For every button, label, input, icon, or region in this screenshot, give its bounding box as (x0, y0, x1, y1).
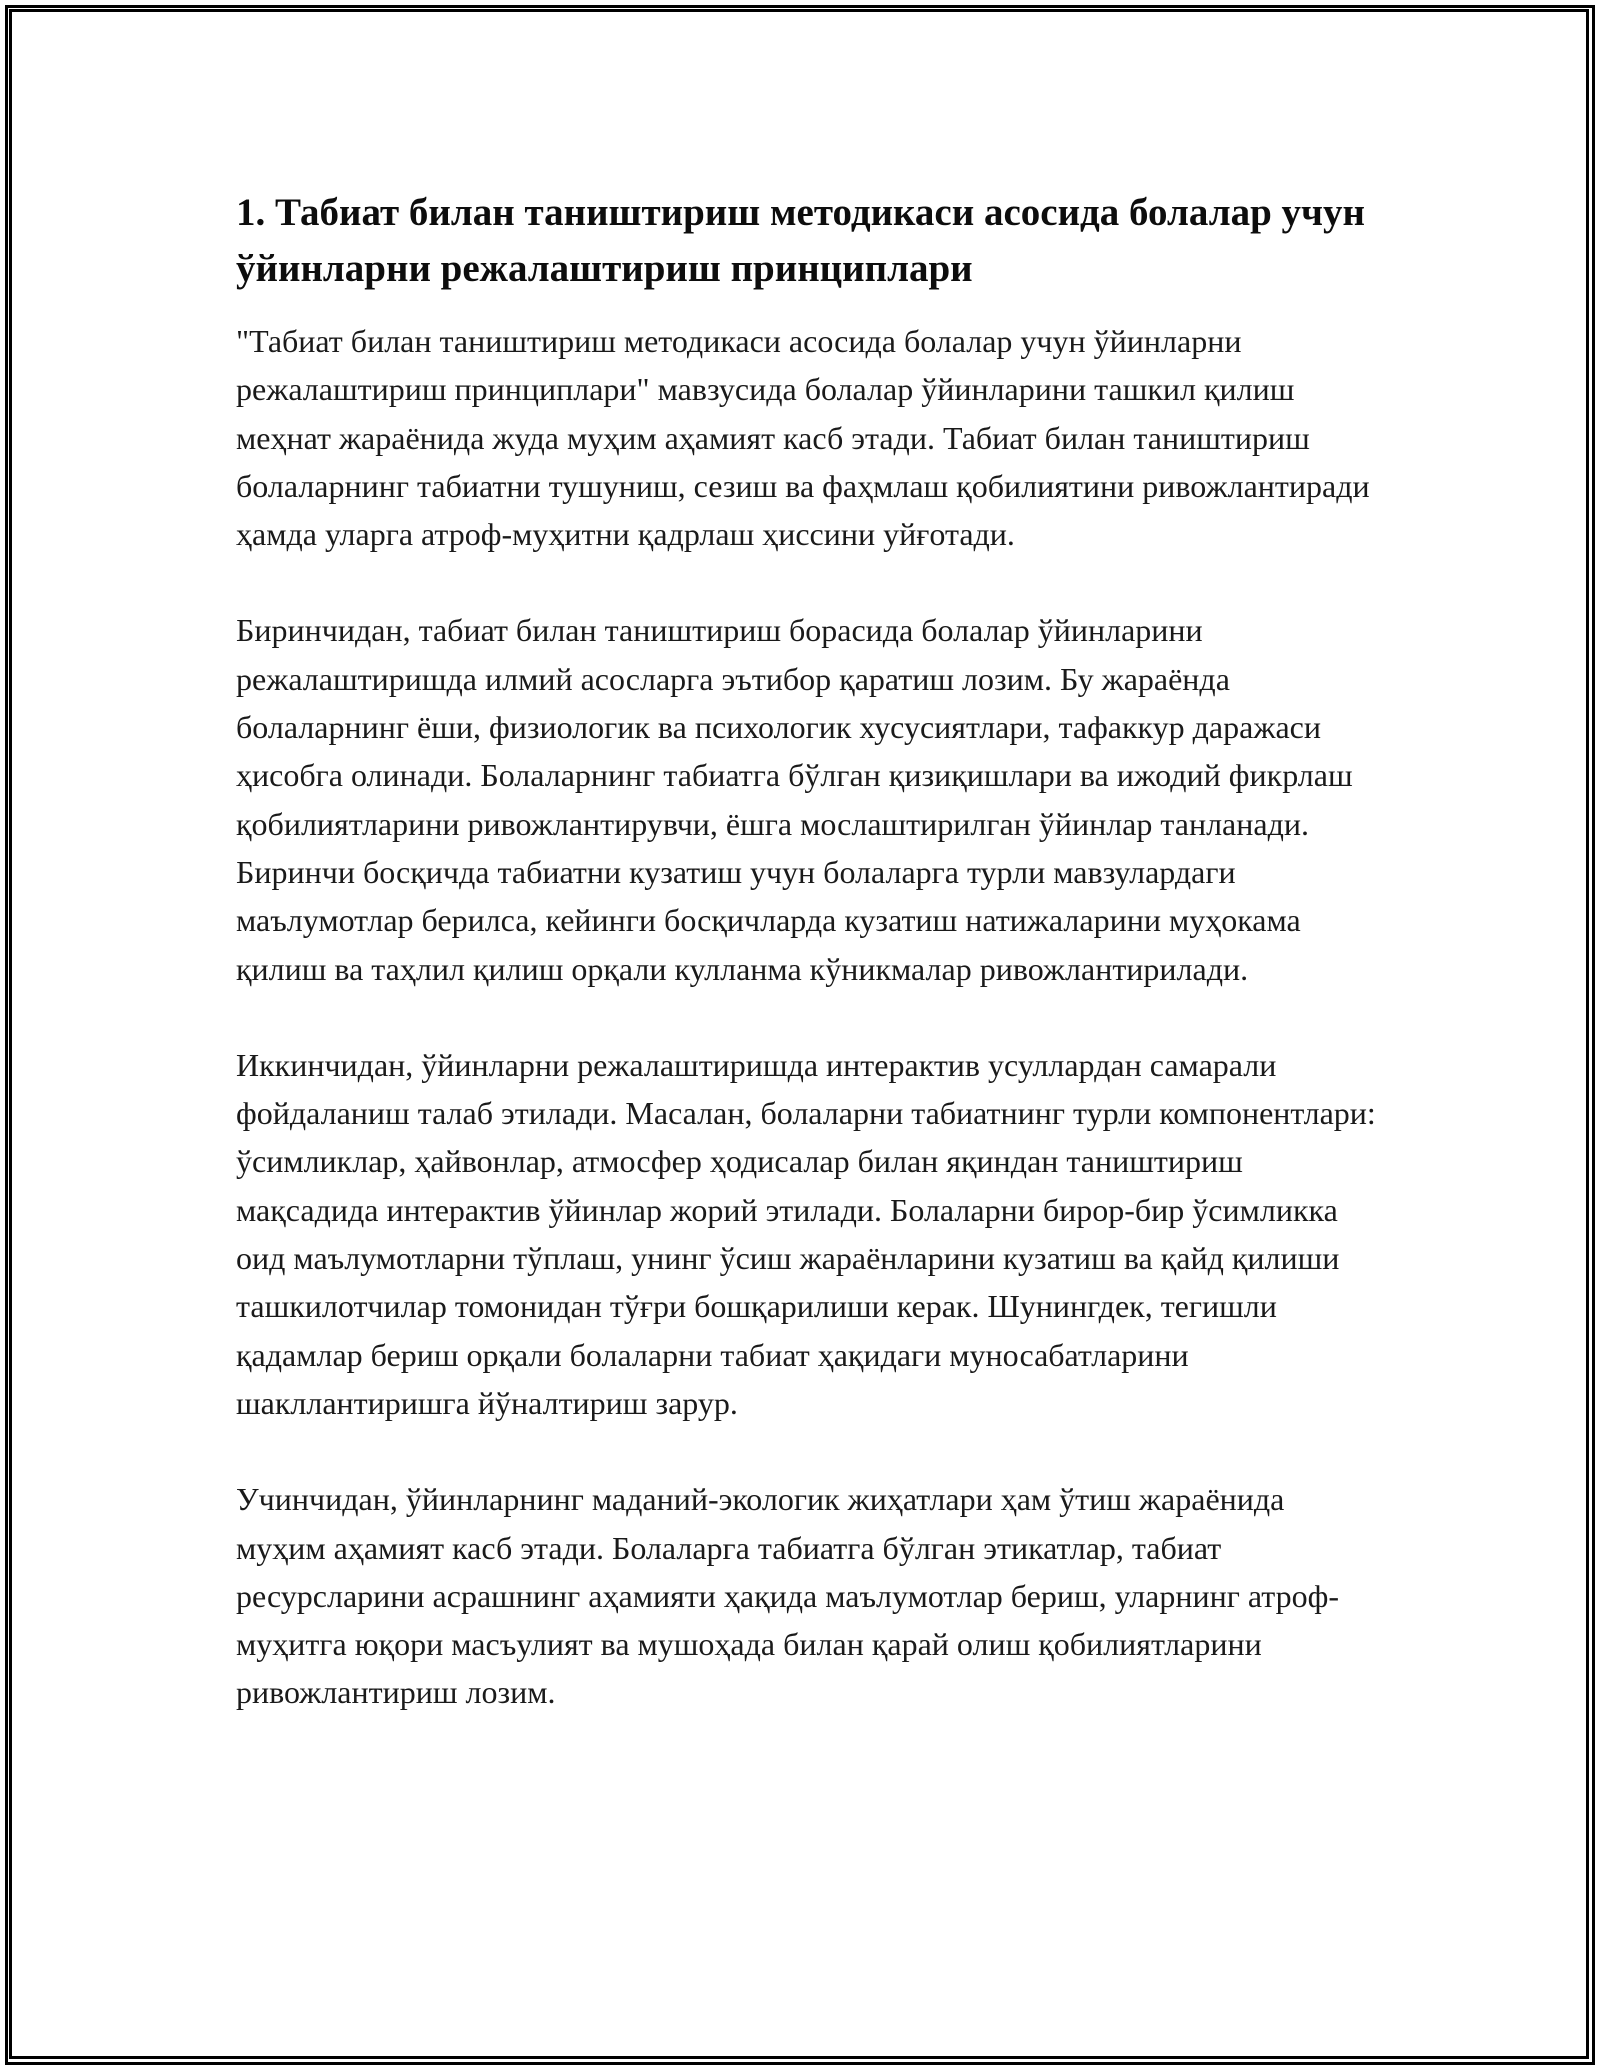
paragraph-first: Биринчидан, табиат билан таништириш борасида болалар ўйинларини режалаштиришда илмий асосларга эътибор қаратиш лозим. Бу жараёнда болаларнинг ёши, физиологик ва психологик хусусиятлари, тафаккур даражаси ҳисобга олинади. Болаларнинг табиатга бўлган қизиқишлари ва ижодий фикрлаш қобилиятларини ривожлантирувчи, ёшга мослаштирилган ўйинлар танланади. Биринчи босқичда табиатни кузатиш учун болаларга турли мавзулардаги маълумотлар берилса, кейинги босқичларда кузатиш натижаларини муҳокама қилиш ва таҳлил қилиш орқали кулланма кўникмалар ривожлантирилади. (236, 612, 1353, 987)
paragraph-third: Учинчидан, ўйинларнинг маданий-экологик жиҳатлари ҳам ўтиш жараёнида муҳим аҳамият касб этади. Болаларга табиатга бўлган этикатлар, табиат ресурсларини асрашнинг аҳамияти ҳақида маълумотлар бериш, уларнинг атроф-муҳитга юқори масъулият ва мушоҳада билан қарай олиш қобилиятларини ривожлантириш лозим. (236, 1481, 1339, 1711)
paragraph-second: Иккинчидан, ўйинларни режалаштиришда интерактив усуллардан самарали фойдаланиш талаб этилади. Масалан, болаларни табиатнинг турли компонентлари: ўсимликлар, ҳайвонлар, атмосфер ҳодисалар билан яқиндан таништириш мақсадида интерактив ўйинлар жорий этилади. Болаларни бирор-бир ўсимликка оид маълумотларни тўплаш, унинг ўсиш жараёнларини кузатиш ва қайд қилиши ташкилотчилар томонидан тўғри бошқарилиши керак. Шунингдек, тегишли қадамлар бериш орқали болаларни табиат ҳақидаги муносабатларини шакллантиришга йўналтириш зарур. (236, 1046, 1376, 1421)
paragraph-intro: "Табиат билан таништириш методикаси асосида болалар учун ўйинларни режалаштириш принциплари" мавзусида болалар ўйинларини ташкил қилиш меҳнат жараёнида жуда муҳим аҳамият касб этади. Табиат билан таништириш болаларнинг табиатни тушуниш, сезиш ва фаҳмлаш қобилиятини ривожлантиради ҳамда уларга атроф-муҳитни қадрлаш ҳиссини уйғотади. (236, 323, 1370, 553)
section-heading: 1. Табиат билан таништириш методикаси асосида болалар учун ўйинларни режалаштириш принциплари (236, 191, 1366, 290)
document-body (236, 185, 1376, 1717)
